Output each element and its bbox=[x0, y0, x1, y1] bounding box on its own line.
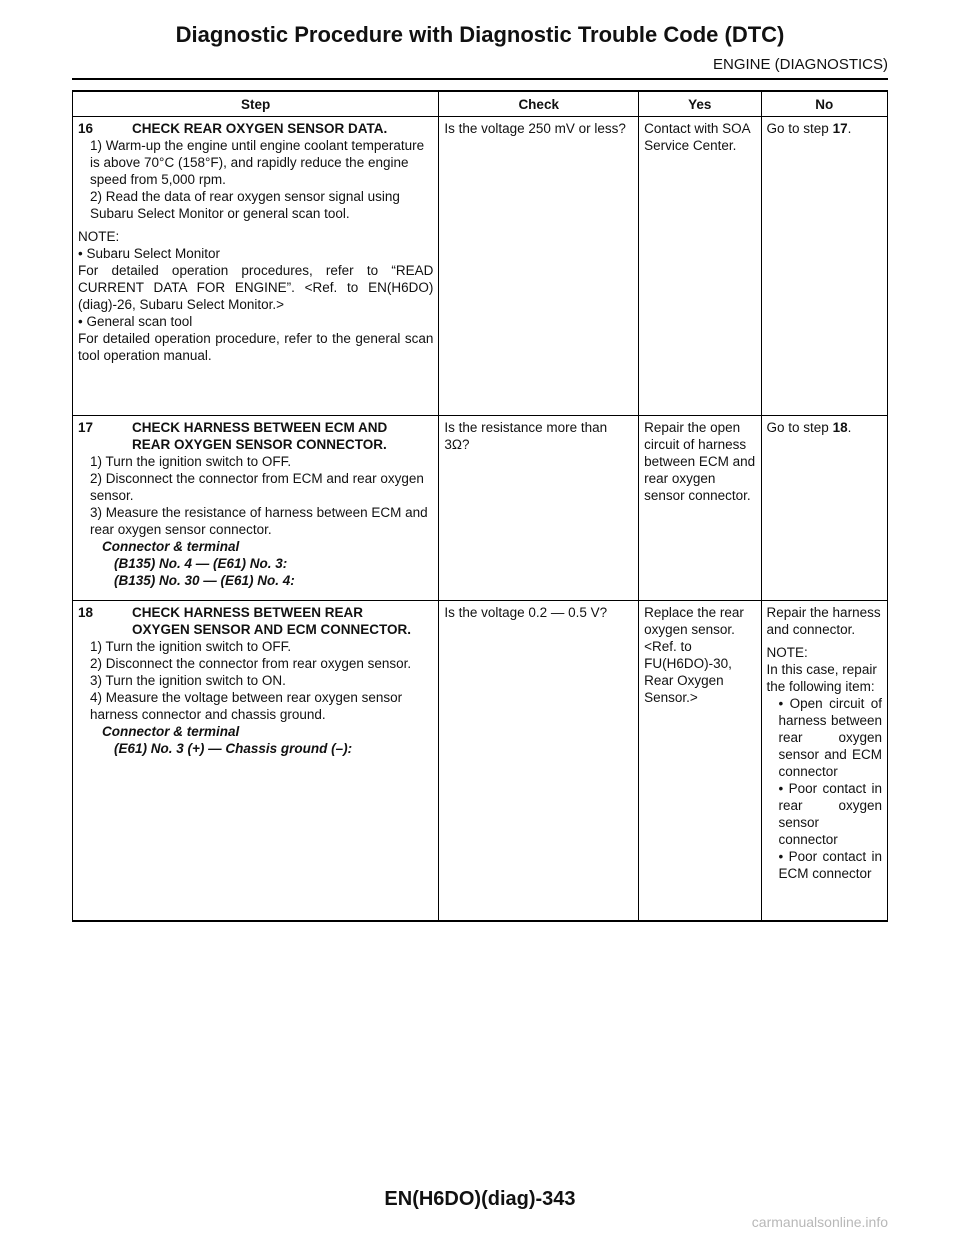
note-bullet: • Subaru Select Monitor bbox=[78, 246, 221, 261]
step-cell bbox=[73, 601, 439, 921]
watermark: carmanualsonline.info bbox=[751, 1214, 888, 1230]
step-instruction: 3) Measure the resistance of harness between ECM and rear oxygen sensor connector. bbox=[90, 505, 428, 537]
note-label: NOTE: bbox=[78, 229, 120, 244]
connector-terminal-value: (B135) No. 4 — (E61) No. 3: bbox=[114, 556, 288, 571]
note-label: NOTE: bbox=[766, 645, 808, 660]
step-instruction: 2) Disconnect the connector from ECM and rear oxygen sensor. bbox=[90, 471, 424, 503]
column-header-no: No bbox=[761, 91, 887, 117]
no-suffix: . bbox=[847, 121, 852, 136]
note-bullet: • General scan tool bbox=[78, 314, 193, 329]
no-suffix: . bbox=[847, 420, 852, 435]
note-bullet: • Open circuit of harness between rear oxygen sensor and ECM connector bbox=[778, 696, 882, 779]
step-number: 18 bbox=[78, 605, 94, 620]
column-header-step: Step bbox=[73, 91, 439, 117]
section-subtitle: ENGINE (DIAGNOSTICS) bbox=[712, 56, 888, 73]
no-step-link: 17 bbox=[832, 121, 848, 136]
note-bullet: • Poor contact in ECM connector bbox=[778, 849, 882, 881]
no-cell bbox=[761, 601, 887, 921]
no-text: Go to step bbox=[766, 121, 833, 136]
no-text: Repair the harness and connector. bbox=[766, 605, 881, 637]
table-header-row bbox=[73, 91, 888, 117]
step-instruction: 1) Warm-up the engine until engine coolant temperature is above 70°C (158°F), and rapidly reduce the engine speed from 5,000 rpm. bbox=[90, 138, 425, 187]
yes-cell: Contact with SOA Service Center. bbox=[639, 117, 761, 416]
note-text: For detailed operation procedure, refer to the general scan tool operation manual. bbox=[78, 331, 434, 363]
check-cell: Is the voltage 0.2 — 0.5 V? bbox=[439, 601, 639, 921]
no-cell bbox=[761, 117, 887, 416]
page-number: EN(H6DO)(diag)-343 bbox=[384, 1188, 576, 1210]
step-instruction: 3) Turn the ignition switch to ON. bbox=[90, 673, 286, 688]
note-bullet: • Poor contact in rear oxygen sensor connector bbox=[778, 781, 882, 847]
note-text: For detailed operation procedures, refer to “READ CURRENT DATA FOR ENGINE”. <Ref. to EN(H6DO)(diag)-26, Subaru Select Monitor.> bbox=[78, 263, 434, 312]
step-instruction: 1) Turn the ignition switch to OFF. bbox=[90, 454, 292, 469]
step-title: CHECK HARNESS BETWEEN ECM AND REAR OXYGEN SENSOR CONNECTOR. bbox=[132, 420, 388, 452]
step-instruction: 2) Disconnect the connector from rear oxygen sensor. bbox=[90, 656, 412, 671]
diagnostic-table bbox=[72, 90, 888, 922]
connector-terminal-label: Connector & terminal bbox=[102, 539, 240, 554]
step-instruction: 1) Turn the ignition switch to OFF. bbox=[90, 639, 292, 654]
check-cell: Is the resistance more than 3Ω? bbox=[439, 416, 639, 601]
connector-terminal-value: (E61) No. 3 (+) — Chassis ground (–): bbox=[114, 741, 353, 756]
no-cell bbox=[761, 416, 887, 601]
step-instruction: 4) Measure the voltage between rear oxygen sensor harness connector and chassis ground. bbox=[90, 690, 403, 722]
note-text: In this case, repair the following item: bbox=[766, 662, 877, 694]
table-row bbox=[73, 416, 888, 601]
step-instruction: 2) Read the data of rear oxygen sensor signal using Subaru Select Monitor or general scan tool. bbox=[90, 189, 400, 221]
step-cell bbox=[73, 117, 439, 416]
no-step-link: 18 bbox=[832, 420, 848, 435]
check-cell: Is the voltage 250 mV or less? bbox=[439, 117, 639, 416]
column-header-yes: Yes bbox=[639, 91, 761, 117]
no-text: Go to step bbox=[766, 420, 833, 435]
yes-cell: Repair the open circuit of harness between ECM and rear oxygen sensor connector. bbox=[639, 416, 761, 601]
step-title: CHECK HARNESS BETWEEN REAR OXYGEN SENSOR AND ECM CONNECTOR. bbox=[132, 605, 412, 637]
connector-terminal-label: Connector & terminal bbox=[102, 724, 240, 739]
connector-terminal-value: (B135) No. 30 — (E61) No. 4: bbox=[114, 573, 295, 588]
page-title: Diagnostic Procedure with Diagnostic Trouble Code (DTC) bbox=[175, 22, 785, 47]
table-row bbox=[73, 601, 888, 921]
step-title: CHECK REAR OXYGEN SENSOR DATA. bbox=[132, 121, 388, 136]
step-number: 17 bbox=[78, 420, 94, 435]
header-divider bbox=[72, 78, 888, 80]
yes-cell: Replace the rear oxygen sensor. <Ref. to FU(H6DO)-30, Rear Oxygen Sensor.> bbox=[639, 601, 761, 921]
step-number: 16 bbox=[78, 121, 94, 136]
table-row bbox=[73, 117, 888, 416]
step-cell bbox=[73, 416, 439, 601]
column-header-check: Check bbox=[439, 91, 639, 117]
